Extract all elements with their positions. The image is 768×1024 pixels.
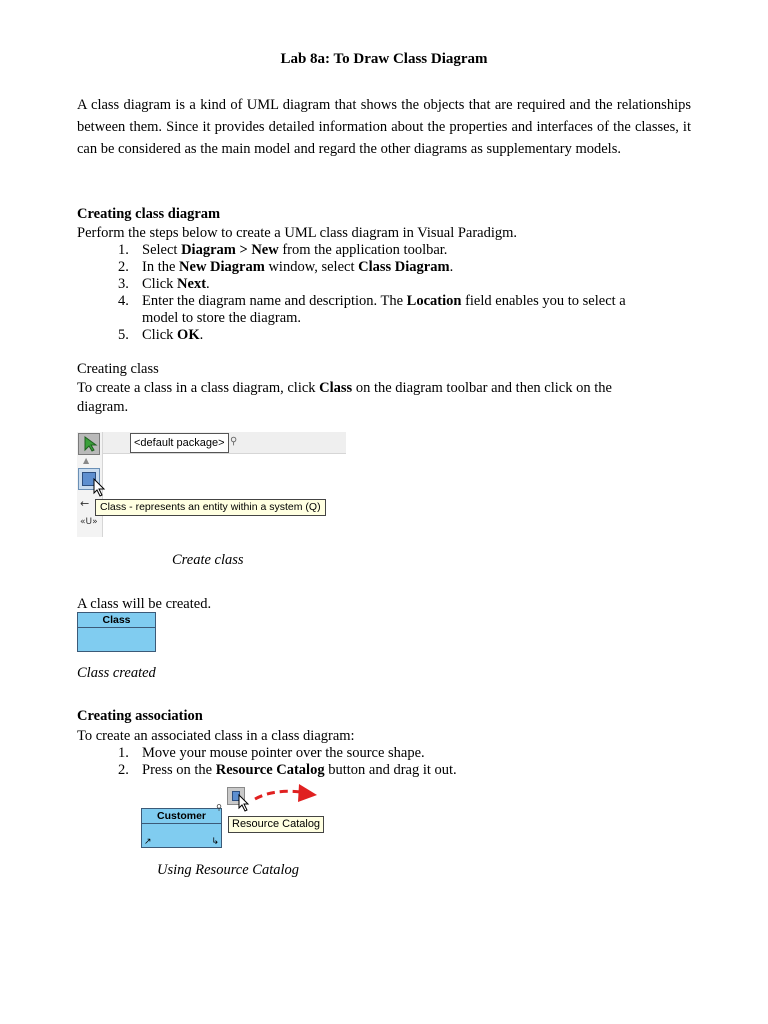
caption-using-resource-catalog: Using Resource Catalog [157, 862, 300, 878]
class-shape [77, 612, 156, 652]
select-tool-icon[interactable] [78, 433, 100, 455]
section3-lead: To create an associated class in a class diagram: [77, 728, 355, 744]
page-title: Lab 8a: To Draw Class Diagram [280, 51, 488, 67]
list-item: 5. Click OK. [118, 327, 204, 343]
resource-catalog-tooltip: Resource Catalog [228, 816, 324, 833]
create-class-screenshot [77, 432, 346, 537]
section1-lead: Perform the steps below to create a UML class diagram in Visual Paradigm. [77, 225, 518, 241]
class-tooltip: Class - represents an entity within a system (Q) [95, 499, 326, 516]
section-heading-creating-class: Creating class [77, 361, 159, 377]
stereotype-tool-icon[interactable]: «U» [80, 517, 98, 527]
diagram-topbar [102, 432, 346, 454]
drag-arrow-icon [251, 783, 326, 809]
resize-icon[interactable]: ⚲ [216, 803, 222, 812]
intro-paragraph: A class diagram is a kind of UML diagram that shows the objects that are required and the relationships between them. Since it provides detailed information about the properties and interfaces of the classes, it can be considered as the main model and regard the other diagrams as supplementary models. [77, 97, 691, 157]
caption-create-class: Create class [172, 552, 244, 568]
mouse-cursor-icon [238, 794, 251, 812]
section-heading-creating-association: Creating association [77, 708, 203, 724]
class-created-text: A class will be created. [77, 596, 212, 612]
section2-text-line1: To create a class in a class diagram, click Class on the diagram toolbar and then click on the [77, 380, 612, 396]
list-item: 1. Select Diagram > New from the application toolbar. [118, 242, 448, 258]
list-item: 3. Click Next. [118, 276, 210, 292]
corner-handle-icon[interactable]: ↳ [211, 837, 219, 847]
section-heading-creating-class-diagram: Creating class diagram [77, 206, 221, 222]
caption-class-created: Class created [77, 665, 156, 681]
mouse-cursor-icon [93, 478, 107, 498]
list-item: 4. Enter the diagram name and description. The Location field enables you to select a model to store the diagram. [118, 293, 626, 326]
class-name: Class [78, 613, 155, 628]
association-steps-list [77, 745, 691, 779]
list-item: 2. In the New Diagram window, select Class Diagram. [118, 259, 454, 275]
customer-class-shape [141, 803, 222, 848]
search-icon[interactable]: ⚲ [230, 436, 238, 447]
list-item: 1. Move your mouse pointer over the source shape. [118, 745, 425, 761]
association-tool-icon[interactable]: ← [80, 497, 90, 510]
list-item: 2. Press on the Resource Catalog button and drag it out. [118, 762, 457, 778]
package-selector[interactable]: <default package> [130, 433, 229, 453]
class-name: Customer [142, 809, 221, 824]
scroll-up-icon[interactable]: ▲ [83, 456, 90, 465]
association-handle-icon[interactable]: ↗ [144, 837, 152, 847]
resource-catalog-screenshot [141, 783, 331, 849]
section2-text-line2: diagram. [77, 399, 129, 415]
steps-list [77, 242, 691, 344]
